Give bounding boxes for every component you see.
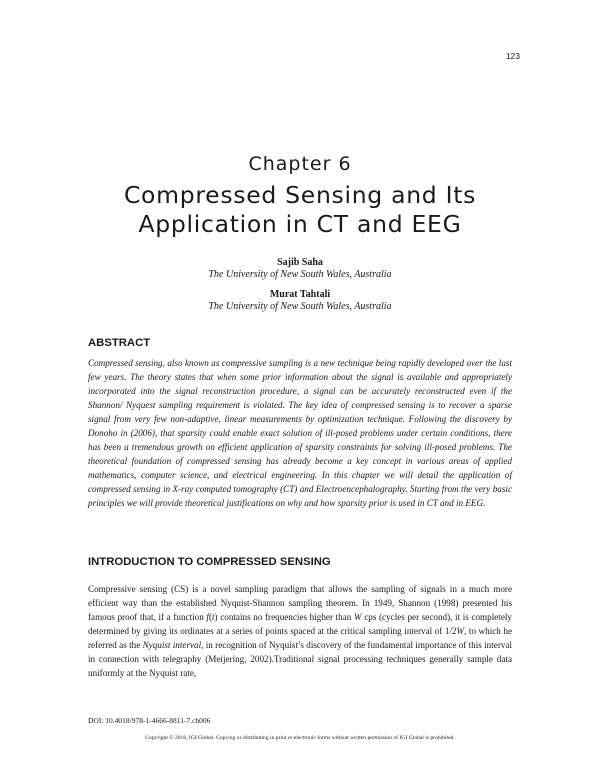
author-block-2 bbox=[0, 289, 600, 313]
author-affiliation: The University of New South Wales, Australia bbox=[208, 301, 392, 312]
chapter-title-line-1: Compressed Sensing and Its bbox=[123, 181, 477, 209]
chapter-title bbox=[0, 181, 600, 239]
author-block-1 bbox=[0, 257, 600, 281]
intro-paragraph: Compressive sensing (CS) is a novel sampling paradigm that allows the sampling of signals in a much more efficient way than the established Nyquist-Shannon sampling theorem. In 1949, Shannon (1998) presented his famous proof that, if a function f(t) contains no frequencies higher than W cps (cycles per second), it is completely determined by giving its ordinates at a series of points spaced at the critical sampling interval of 1/2W, to which he referred as the Nyquist interval, in recognition of Nyquist’s discovery of the fundamental importance of this interval in connection with telegraphy (Meijering, 2002).Traditional signal processing techniques generally sample data uniformly at the Nyquist rate, bbox=[88, 584, 513, 678]
author-affiliation: The University of New South Wales, Australia bbox=[208, 269, 392, 280]
author-name: Sajib Saha bbox=[277, 257, 323, 268]
chapter-label: Chapter 6 bbox=[248, 153, 352, 175]
abstract-text: Compressed sensing, also known as compressive sampling is a new technique being rapidly developed over the last few years. The theory states that when some prior information about the signal is available and appropriately incorporated into the signal reconstruction procedure, a signal can be accurately reconstructed even if the Shannon/ Nyquest sampling requirement is violated. The key idea of compressed sensing is to recover a sparse signal from very few non-adaptive, linear measurements by optimization technique. Following the discovery by Donoho in (2006), that sparsity could enable exact solution of ill-posed problems under certain conditions, there has been a tremendous growth on efficient application of sparsity constraints for solving ill-posed problems. The theoretical foundation of compressed sensing has already become a key concept in various areas of applied mathematics, computer science, and electrical engineering. In this chapter we will detail the application of compressed sensing in X-ray computed tomography (CT) and Electroencephalography. Starting from the very basic principles we will provide theoretical justifications on why and how sparsity prior is used in CT and in EEG. bbox=[88, 358, 512, 508]
intro-heading: INTRODUCTION TO COMPRESSED SENSING bbox=[88, 556, 331, 568]
author-name: Murat Tahtali bbox=[269, 289, 331, 300]
abstract-heading: ABSTRACT bbox=[88, 337, 151, 349]
copyright-notice: Copyright © 2016, IGI Global. Copying or distributing in print or electronic forms without written permission of IGI Global is prohibited. bbox=[145, 735, 455, 741]
chapter-title-line-2: Application in CT and EEG bbox=[138, 210, 462, 238]
page-number: 123 bbox=[505, 51, 520, 61]
doi: DOI: 10.4018/978-1-4666-8811-7.ch006 bbox=[88, 716, 211, 725]
